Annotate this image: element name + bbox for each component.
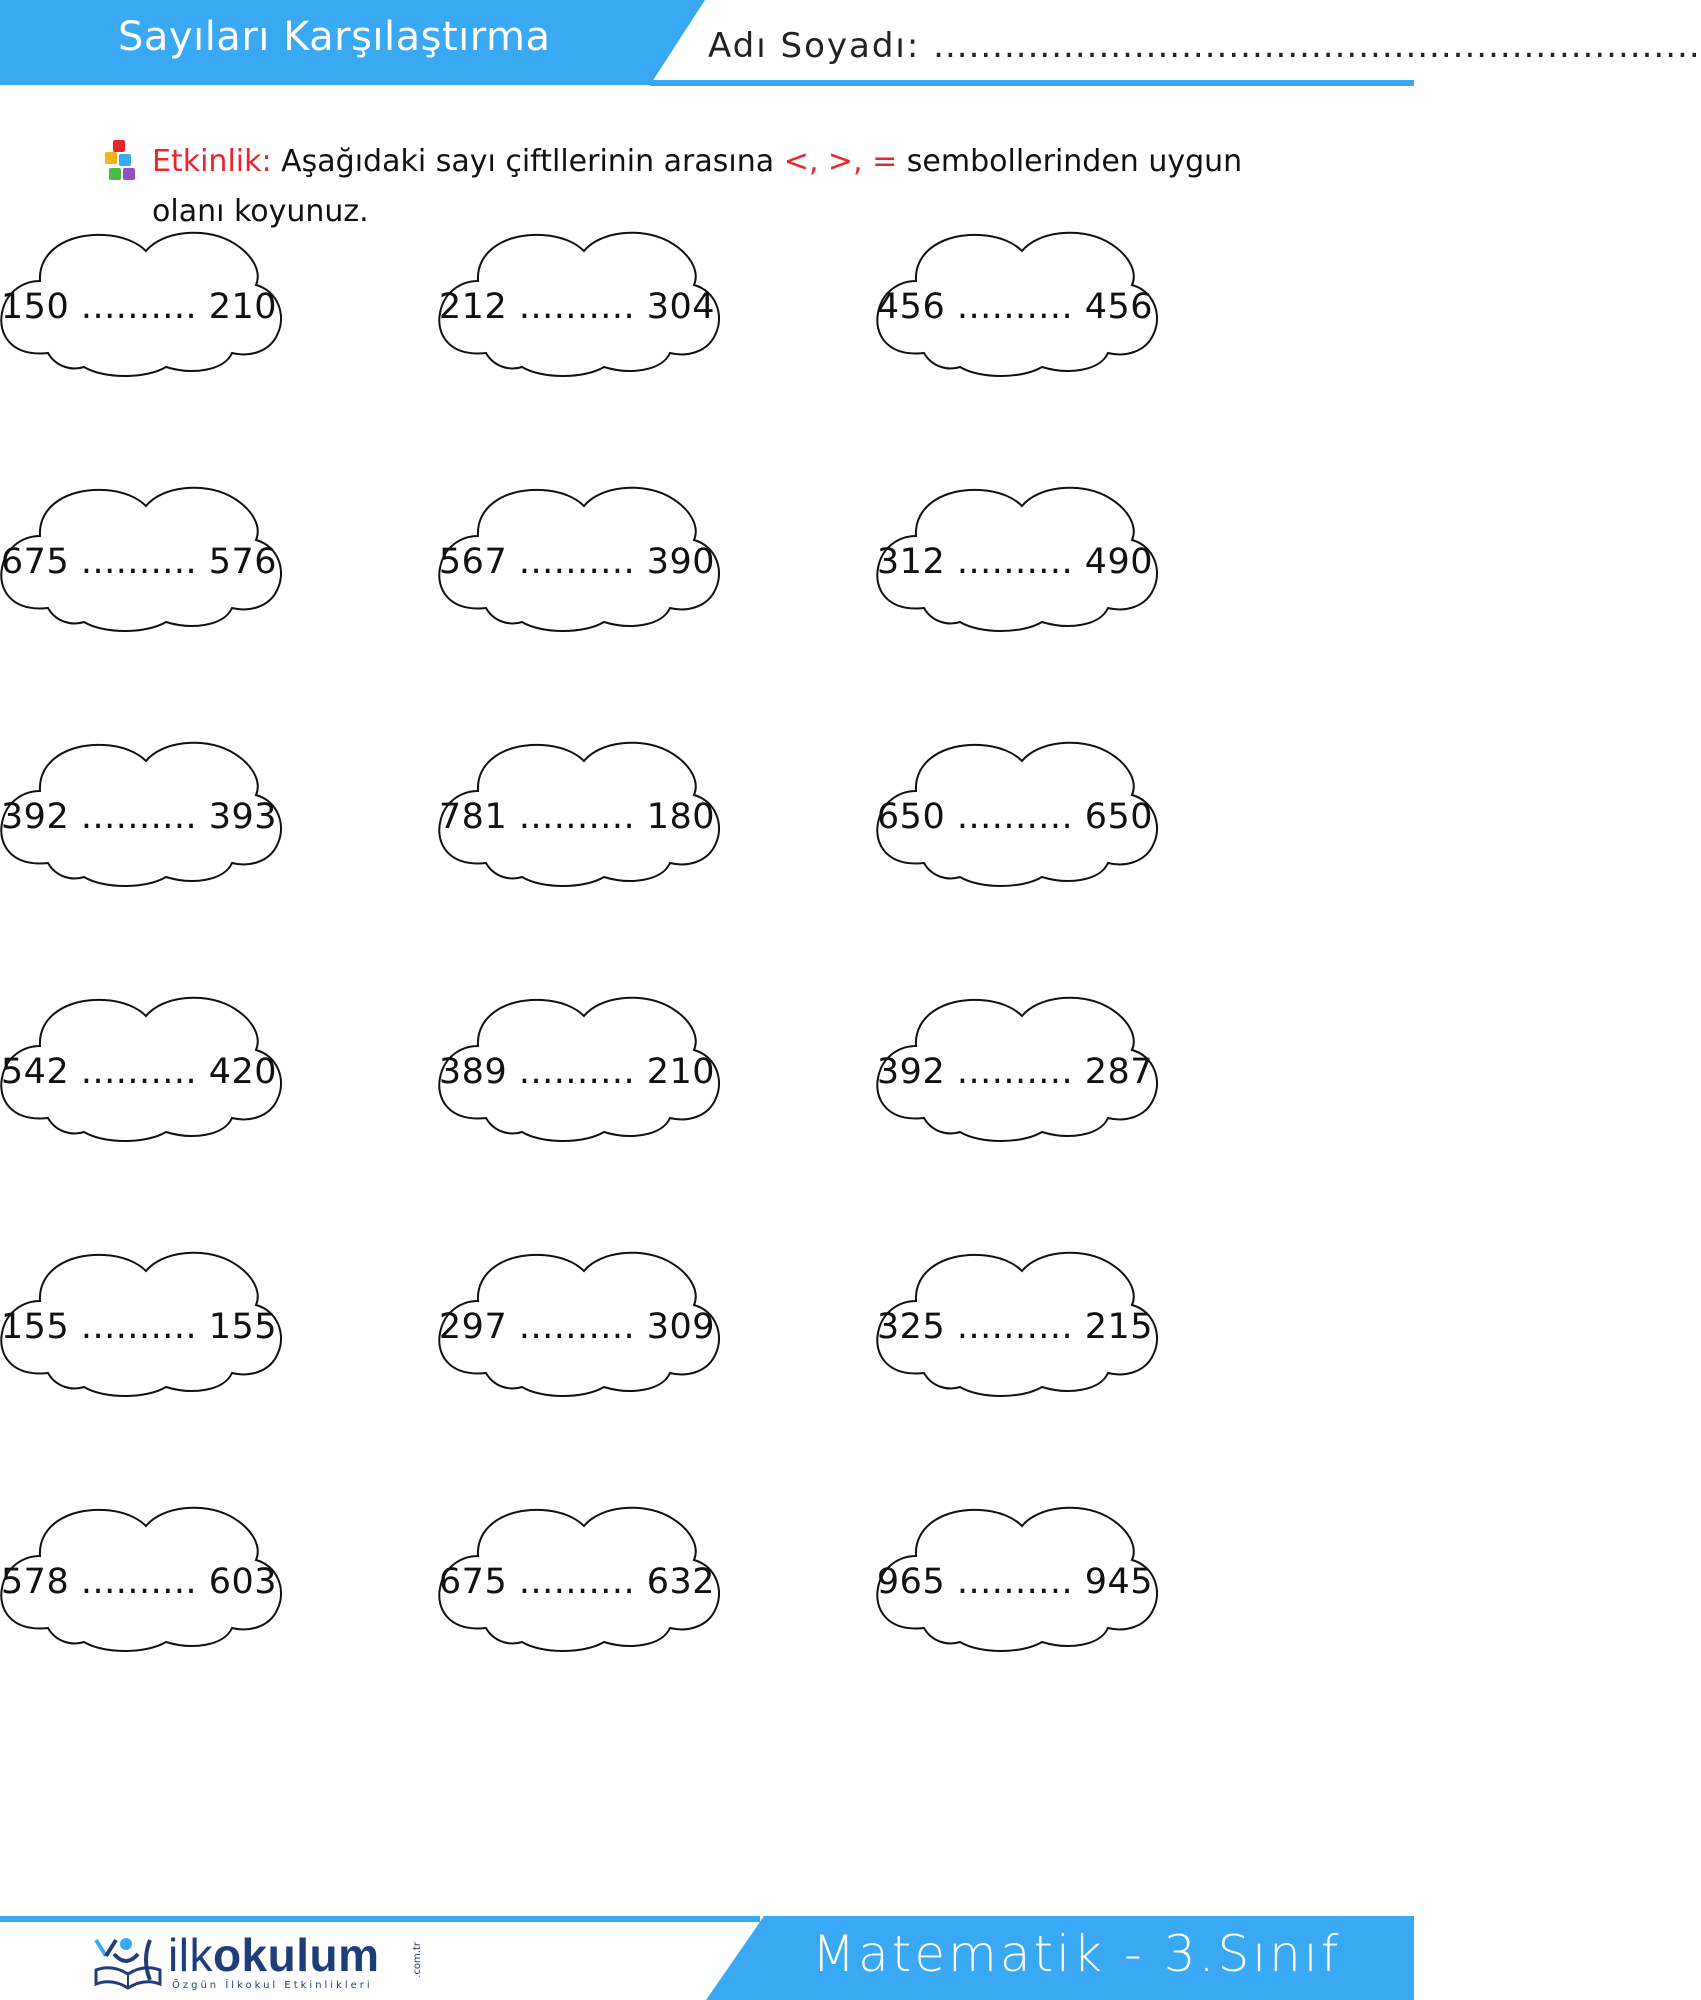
left-number: 312	[876, 542, 946, 582]
name-blank[interactable]: .................................................................	[933, 26, 1701, 66]
comparison-pair	[0, 1307, 282, 1347]
comparison-cloud	[872, 225, 1158, 380]
answer-blank[interactable]: ..........	[80, 1562, 198, 1602]
brand-prefix: ilk	[168, 1929, 213, 1981]
instruction-label: Etkinlik:	[152, 144, 272, 179]
answer-blank[interactable]: ..........	[518, 1562, 636, 1602]
comparison-cloud	[0, 1245, 282, 1400]
brand-tagline: Özgün İlkokul Etkinlikleri	[172, 1980, 373, 1991]
right-number: 420	[208, 1052, 278, 1092]
instruction-symbols: <, >, =	[783, 144, 898, 179]
comparison-cloud	[872, 480, 1158, 635]
comparison-pair	[0, 1562, 282, 1602]
puzzle-icon	[103, 140, 137, 184]
comparison-cloud	[0, 225, 282, 380]
left-number: 542	[0, 1052, 70, 1092]
comparison-cloud	[872, 1245, 1158, 1400]
comparison-cloud	[434, 990, 720, 1145]
comparison-pair	[872, 1307, 1158, 1347]
right-number: 576	[208, 542, 278, 582]
brand-logo[interactable]	[168, 1928, 380, 1982]
comparison-cloud	[434, 1500, 720, 1655]
comparison-cloud	[0, 1500, 282, 1655]
answer-blank[interactable]: ..........	[518, 1052, 636, 1092]
right-number: 287	[1084, 1052, 1154, 1092]
right-number: 180	[646, 797, 716, 837]
comparison-pair	[434, 797, 720, 837]
answer-blank[interactable]: ..........	[956, 797, 1074, 837]
comparison-pair	[0, 287, 282, 327]
brand-tld: .com.tr	[412, 1942, 423, 1978]
answer-blank[interactable]: ..........	[956, 1052, 1074, 1092]
left-number: 675	[438, 1562, 508, 1602]
comparison-pair	[434, 1562, 720, 1602]
right-number: 603	[208, 1562, 278, 1602]
left-number: 578	[0, 1562, 70, 1602]
answer-blank[interactable]: ..........	[956, 287, 1074, 327]
name-field[interactable]	[708, 26, 1701, 66]
left-number: 389	[438, 1052, 508, 1092]
right-number: 210	[646, 1052, 716, 1092]
comparison-cloud	[434, 480, 720, 635]
answer-blank[interactable]: ..........	[956, 1562, 1074, 1602]
instruction-body-1: Aşağıdaki sayı çiftllerinin arasına	[271, 144, 784, 179]
right-number: 155	[208, 1307, 278, 1347]
subject-label: Matematik - 3.Sınıf	[812, 1925, 1342, 1983]
right-number: 210	[208, 287, 278, 327]
book-reader-icon	[92, 1934, 164, 1990]
answer-blank[interactable]: ..........	[518, 1307, 636, 1347]
answer-blank[interactable]: ..........	[80, 1052, 198, 1092]
name-label: Adı Soyadı:	[708, 26, 921, 66]
answer-blank[interactable]: ..........	[80, 287, 198, 327]
right-number: 393	[208, 797, 278, 837]
left-number: 675	[0, 542, 70, 582]
answer-blank[interactable]: ..........	[518, 542, 636, 582]
answer-blank[interactable]: ..........	[80, 542, 198, 582]
comparison-cloud	[872, 735, 1158, 890]
header-rule	[650, 80, 1414, 86]
footer-rule	[0, 1916, 760, 1922]
comparison-pair	[872, 1052, 1158, 1092]
comparison-cloud	[0, 480, 282, 635]
comparison-pair	[0, 797, 282, 837]
left-number: 297	[438, 1307, 508, 1347]
comparison-pair	[872, 542, 1158, 582]
left-number: 781	[438, 797, 508, 837]
comparison-cloud	[0, 735, 282, 890]
comparison-cloud	[872, 990, 1158, 1145]
comparison-pair	[434, 1307, 720, 1347]
right-number: 215	[1084, 1307, 1154, 1347]
left-number: 325	[876, 1307, 946, 1347]
left-number: 392	[876, 1052, 946, 1092]
left-number: 392	[0, 797, 70, 837]
left-number: 456	[876, 287, 946, 327]
left-number: 155	[0, 1307, 70, 1347]
comparison-pair	[872, 287, 1158, 327]
left-number: 965	[876, 1562, 946, 1602]
comparison-cloud	[434, 1245, 720, 1400]
right-number: 456	[1084, 287, 1154, 327]
left-number: 212	[438, 287, 508, 327]
right-number: 945	[1084, 1562, 1154, 1602]
left-number: 567	[438, 542, 508, 582]
right-number: 632	[646, 1562, 716, 1602]
comparison-pair	[872, 797, 1158, 837]
right-number: 304	[646, 287, 716, 327]
comparison-pair	[872, 1562, 1158, 1602]
comparison-pair	[434, 287, 720, 327]
right-number: 490	[1084, 542, 1154, 582]
instruction-text	[152, 137, 1252, 237]
worksheet-title: Sayıları Karşılaştırma	[118, 14, 551, 60]
right-number: 390	[646, 542, 716, 582]
left-number: 650	[876, 797, 946, 837]
answer-blank[interactable]: ..........	[518, 287, 636, 327]
answer-blank[interactable]: ..........	[518, 797, 636, 837]
left-number: 150	[0, 287, 70, 327]
answer-blank[interactable]: ..........	[80, 797, 198, 837]
comparison-cloud	[434, 735, 720, 890]
comparison-cloud	[434, 225, 720, 380]
comparison-pair	[434, 1052, 720, 1092]
right-number: 309	[646, 1307, 716, 1347]
answer-blank[interactable]: ..........	[80, 1307, 198, 1347]
answer-blank[interactable]: ..........	[956, 1307, 1074, 1347]
comparison-pair	[0, 542, 282, 582]
answer-blank[interactable]: ..........	[956, 542, 1074, 582]
comparison-cloud	[0, 990, 282, 1145]
comparison-pair	[0, 1052, 282, 1092]
comparison-cloud	[872, 1500, 1158, 1655]
instruction-body-2: sembollerinden uygun olanı koyunuz.	[152, 144, 1243, 229]
comparison-pair	[434, 542, 720, 582]
right-number: 650	[1084, 797, 1154, 837]
brand-suffix: okulum	[212, 1929, 380, 1981]
